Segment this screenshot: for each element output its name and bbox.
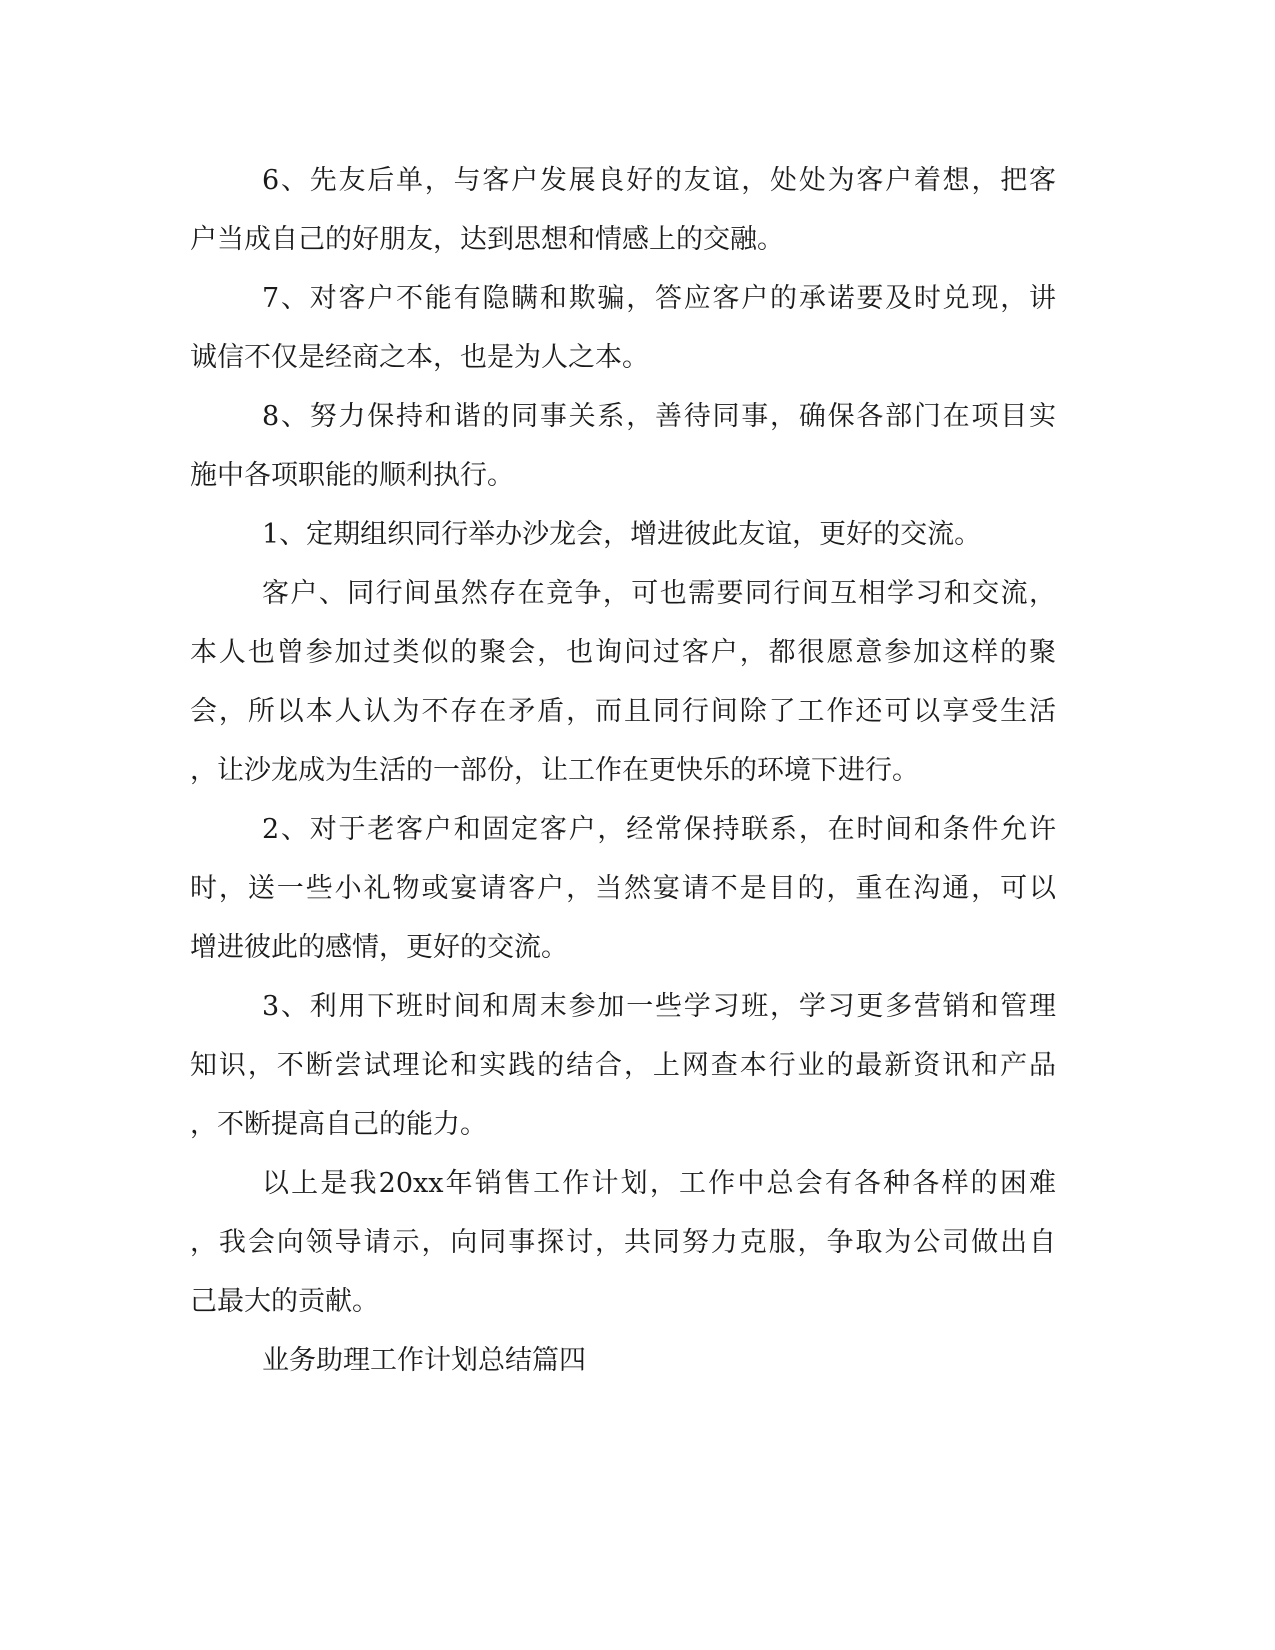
salon-paragraph-line-1: 客户、同行间虽然存在竞争，可也需要同行间互相学习和交流， — [262, 578, 1056, 609]
section-heading: 业务助理工作计划总结篇四 — [262, 1345, 586, 1376]
item-3-line-2: 知识，不断尝试理论和实践的结合，上网查本行业的最新资讯和产品 — [190, 1050, 1056, 1081]
paragraph-6-line-1: 6、先友后单，与客户发展良好的友谊，处处为客户着想，把客 — [262, 165, 1056, 196]
item-1-line: 1、定期组织同行举办沙龙会，增进彼此友谊，更好的交流。 — [262, 519, 982, 550]
conclusion-line-3: 己最大的贡献。 — [190, 1286, 379, 1317]
item-2-line-2: 时，送一些小礼物或宴请客户，当然宴请不是目的，重在沟通，可以 — [190, 873, 1056, 904]
salon-paragraph-line-2: 本人也曾参加过类似的聚会，也询问过客户，都很愿意参加这样的聚 — [190, 637, 1056, 668]
conclusion-line-1: 以上是我20xx年销售工作计划，工作中总会有各种各样的困难 — [262, 1168, 1056, 1199]
paragraph-8-line-2: 施中各项职能的顺利执行。 — [190, 460, 514, 491]
item-3-line-3: ，不断提高自己的能力。 — [190, 1109, 487, 1140]
conclusion-line-2: ，我会向领导请示，向同事探讨，共同努力克服，争取为公司做出自 — [190, 1227, 1056, 1258]
item-2-line-3: 增进彼此的感情，更好的交流。 — [190, 932, 568, 963]
salon-paragraph-line-4: ，让沙龙成为生活的一部份，让工作在更快乐的环境下进行。 — [190, 755, 919, 786]
paragraph-7-line-1: 7、对客户不能有隐瞒和欺骗，答应客户的承诺要及时兑现，讲 — [262, 283, 1056, 314]
paragraph-8-line-1: 8、努力保持和谐的同事关系，善待同事，确保各部门在项目实 — [262, 401, 1056, 432]
paragraph-7-line-2: 诚信不仅是经商之本，也是为人之本。 — [190, 342, 649, 373]
salon-paragraph-line-3: 会，所以本人认为不存在矛盾，而且同行间除了工作还可以享受生活 — [190, 696, 1056, 727]
item-2-line-1: 2、对于老客户和固定客户，经常保持联系，在时间和条件允许 — [262, 814, 1056, 845]
item-3-line-1: 3、利用下班时间和周末参加一些学习班，学习更多营销和管理 — [262, 991, 1056, 1022]
paragraph-6-line-2: 户当成自己的好朋友，达到思想和情感上的交融。 — [190, 224, 784, 255]
